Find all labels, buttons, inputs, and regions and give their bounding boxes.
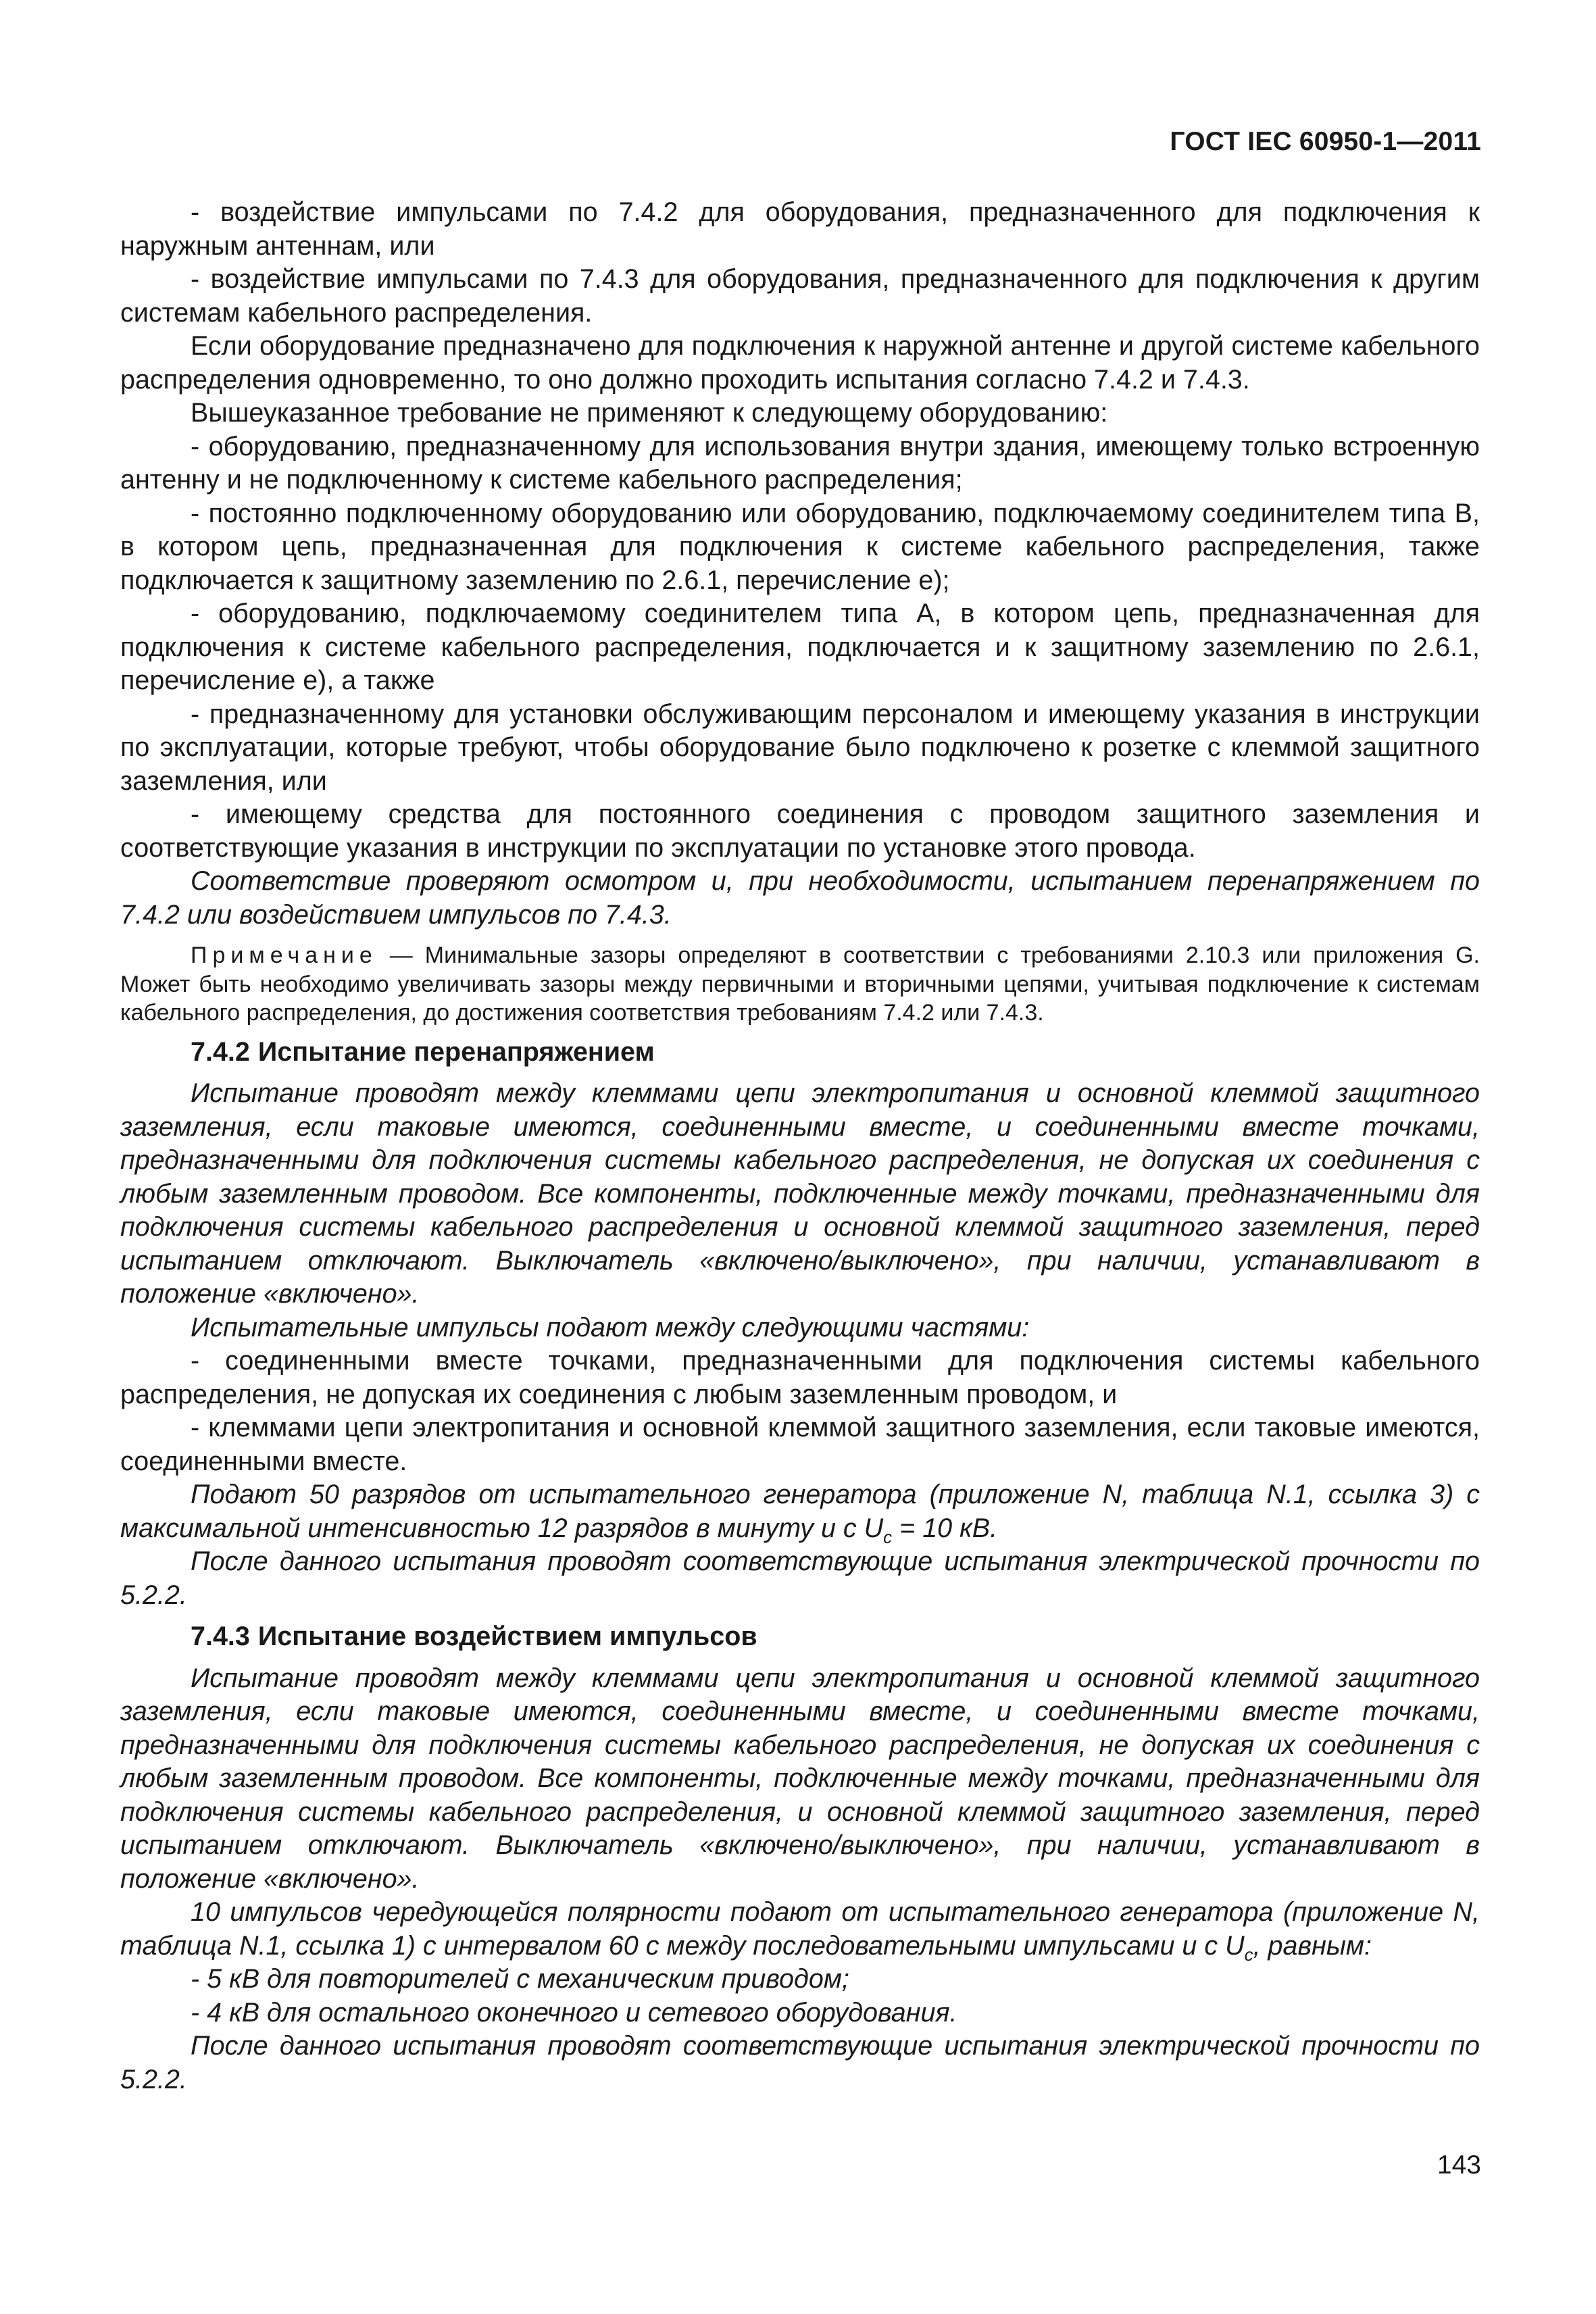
paragraph: - оборудованию, предназначенному для использования внутри здания, имеющему только встроенную антенну и не подключенному к системе кабельного распределения;	[120, 431, 1480, 495]
section-number: 7.4.3	[191, 1621, 250, 1651]
page-number: 143	[1437, 2150, 1481, 2180]
paragraph: - постоянно подключенному оборудованию или оборудованию, подключаемому соединителем типа B, в котором цепь, предназначенная для подключения к системе кабельного распределения, также подключается к защитному заземлению по 2.6.1, перечисление e);	[120, 498, 1480, 595]
paragraph: После данного испытания проводят соответствующие испытания электрической прочности по 5.2.2.	[120, 2031, 1480, 2094]
section-heading-743	[191, 1620, 1480, 1654]
paragraph: Испытание проводят между клеммами цепи электропитания и основной клеммой защитного заземления, если таковые имеются, соединенными вместе, и соединенными вместе точками, предназначенными для подключения системы кабельного распределения, не допуская их соединения с любым заземленным проводом. Все компоненты, подключенные между точками, предназначенными для подключения системы кабельного распределения и основной клеммой защитного заземления, перед испытанием отключают. Выключатель «включено/выключено», при наличии, устанавливают в положение «включено».	[120, 1078, 1480, 1309]
paragraph: Если оборудование предназначено для подключения к наружной антенне и другой системе кабельного распределения одновременно, то оно должно проходить испытания согласно 7.4.2 и 7.4.3.	[120, 331, 1480, 395]
paragraph: - 4 кВ для остального оконечного и сетевого оборудования.	[191, 1997, 957, 2028]
subscript: c	[883, 1526, 893, 1547]
note-text: — Минимальные зазоры определяют в соответствии с требованиями 2.10.3 или приложения G. Может быть необходимо увеличивать зазоры между первичными и вторичными цепями, учитывая подключение к системам кабельного распределения, до достижения соответствия требованиям 7.4.2 или 7.4.3.	[120, 942, 1480, 1026]
paragraph: - клеммами цепи электропитания и основной клеммой защитного заземления, если таковые имеются, соединенными вместе.	[120, 1413, 1480, 1476]
paragraph: После данного испытания проводят соответствующие испытания электрической прочности по 5.2.2.	[120, 1546, 1480, 1610]
page-content	[120, 196, 1480, 2096]
section-heading-742	[191, 1036, 1480, 1070]
paragraph: - воздействие импульсами по 7.4.3 для оборудования, предназначенного для подключения к другим системам кабельного распределения.	[120, 264, 1480, 328]
note-label: Примечание	[191, 942, 378, 968]
paragraph: - имеющему средства для постоянного соединения с проводом защитного заземления и соответствующие указания в инструкции по эксплуатации по установке этого провода.	[120, 799, 1480, 863]
text-run: 10 импульсов чередующейся полярности подают от испытательного генератора (приложение N, таблица N.1, ссылка 1) с интервалом 60 с между последовательными импульсами и с U	[120, 1897, 1480, 1961]
paragraph: Вышеуказанное требование не применяют к следующему оборудованию:	[191, 398, 1108, 428]
paragraph: - предназначенному для установки обслуживающим персоналом и имеющему указания в инструкции по эксплуатации, которые требуют, чтобы оборудование было подключено к розетке с клеммой защитного заземления, или	[120, 699, 1480, 796]
paragraph	[120, 1896, 1480, 1963]
paragraph: Испытание проводят между клеммами цепи электропитания и основной клеммой защитного заземления, если таковые имеются, соединенными вместе, и соединенными вместе точками, предназначенными для подключения системы кабельного распределения, не допуская их соединения с любым заземленным проводом. Все компоненты, подключенные между точками, предназначенными для подключения системы кабельного распределения, и основной клеммой защитного заземления, перед испытанием отключают. Выключатель «включено/выключено», при наличии, устанавливают в положение «включено».	[120, 1663, 1480, 1894]
section-title: Испытание перенапряжением	[257, 1036, 655, 1067]
section-title: Испытание воздействием импульсов	[257, 1621, 757, 1651]
note-paragraph	[120, 941, 1480, 1028]
paragraph: Испытательные импульсы подают между следующими частями:	[191, 1312, 1030, 1342]
subscript: c	[1244, 1944, 1253, 1965]
text-run: = 10 кВ.	[892, 1513, 998, 1543]
paragraph	[120, 1478, 1480, 1545]
paragraph: - воздействие импульсами по 7.4.2 для оборудования, предназначенного для подключения к наружным антеннам, или	[120, 197, 1480, 261]
text-run: , равным:	[1253, 1930, 1372, 1961]
section-number: 7.4.2	[191, 1036, 250, 1067]
compliance-paragraph: Соответствие проверяют осмотром и, при необходимости, испытанием перенапряжением по 7.4.2 или воздействием импульсов по 7.4.3.	[120, 866, 1480, 930]
text-run: Подают 50 разрядов от испытательного генератора (приложение N, таблица N.1, ссылка 3) с максимальной интенсивностью 12 разрядов в минуту и с U	[120, 1480, 1480, 1543]
paragraph: - оборудованию, подключаемому соединителем типа A, в котором цепь, предназначенная для подключения к системе кабельного распределения, подключается и к защитному заземлению по 2.6.1, перечисление e), а также	[120, 599, 1480, 695]
paragraph: - 5 кВ для повторителей с механическим приводом;	[191, 1964, 849, 1994]
standard-header: ГОСТ IEC 60950-1—2011	[1170, 127, 1481, 156]
paragraph: - соединенными вместе точками, предназначенными для подключения системы кабельного распределения, не допуская их соединения с любым заземленным проводом, и	[120, 1346, 1480, 1409]
